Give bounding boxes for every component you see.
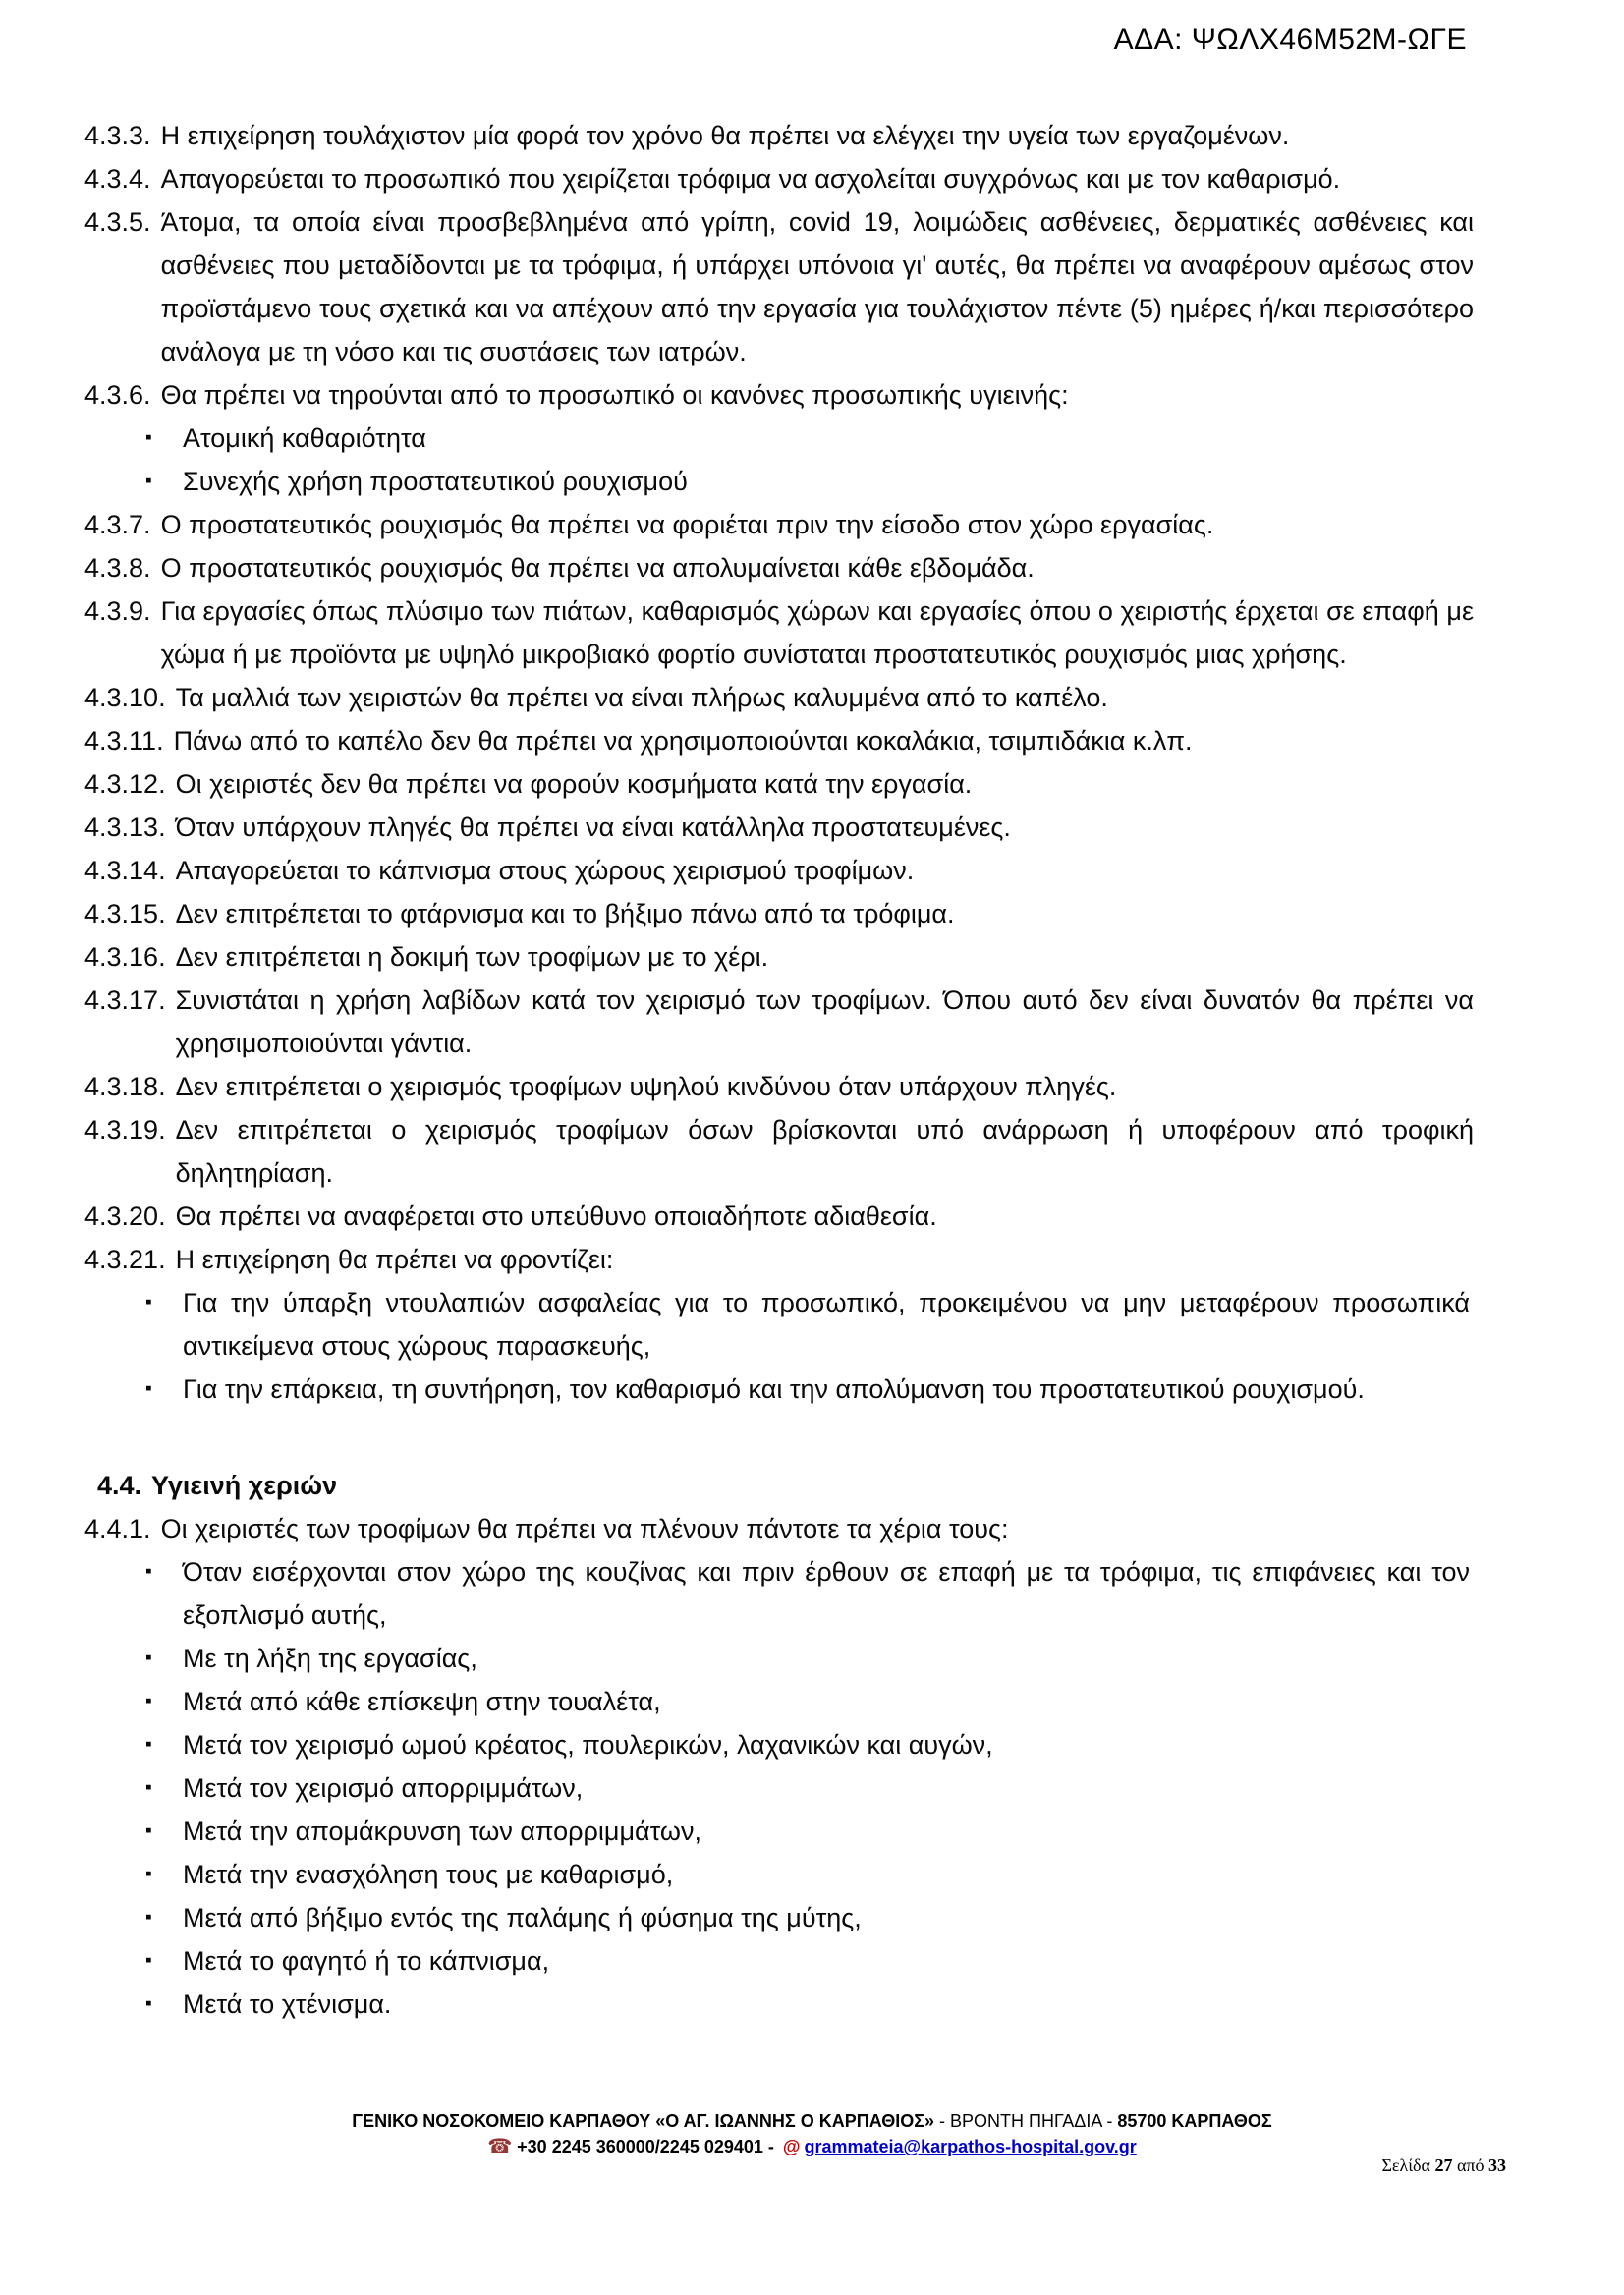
bullet-item	[140, 1368, 1474, 1411]
item-text: Όταν υπάρχουν πληγές θα πρέπει να είναι κατάλληλα προστατευμένες.	[175, 812, 1011, 842]
item-text: Ο προστατευτικός ρουχισμός θα πρέπει να απολυμαίνεται κάθε εβδομάδα.	[160, 553, 1035, 583]
item-number: 4.3.11.	[84, 726, 164, 756]
bullet-text: Μετά την ενασχόληση τους με καθαρισμό,	[183, 1860, 674, 1889]
page-label-prefix: Σελίδα	[1381, 2155, 1430, 2175]
list-item	[84, 1507, 1474, 1550]
list-item	[84, 1195, 1474, 1238]
item-text: Πάνω από το καπέλο δεν θα πρέπει να χρησιμοποιούνται κοκαλάκια, τσιμπιδάκια κ.λπ.	[173, 726, 1193, 756]
bullet-item	[140, 1983, 1474, 2026]
list-item	[84, 676, 1474, 719]
page-footer	[0, 2108, 1624, 2159]
list-item	[84, 373, 1474, 417]
bullet-item	[140, 1853, 1474, 1896]
bullet-item	[140, 1810, 1474, 1853]
section-number: 4.4.	[96, 1471, 141, 1500]
bullet-square-icon: ▪	[145, 1907, 152, 1928]
item-text: Η επιχείρηση θα πρέπει να φροντίζει:	[175, 1245, 614, 1274]
item-number: 4.3.20.	[84, 1202, 166, 1231]
bullet-text: Με τη λήξη της εργασίας,	[183, 1644, 477, 1673]
bullet-text: Μετά από βήξιμο εντός της παλάμης ή φύσημα της μύτης,	[183, 1903, 862, 1932]
list-item	[84, 589, 1474, 676]
bullet-item	[140, 1550, 1474, 1637]
list-item	[84, 892, 1474, 935]
section-heading-44	[84, 1464, 1474, 1507]
bullet-item	[140, 1766, 1474, 1810]
item-text: Δεν επιτρέπεται η δοκιμή των τροφίμων με το χέρι.	[175, 942, 769, 972]
bullet-text: Όταν εισέρχονται στον χώρο της κουζίνας και πριν έρθουν σε επαφή με τα τρόφιμα, τις επιφάνειες και τον εξοπλισμό αυτής,	[183, 1557, 1470, 1630]
item-text: Θα πρέπει να τηρούνται από το προσωπικό οι κανόνες προσωπικής υγιεινής:	[160, 380, 1069, 410]
bullet-square-icon: ▪	[145, 471, 152, 491]
hospital-name: ΓΕΝΙΚΟ ΝΟΣΟΚΟΜΕΙΟ ΚΑΡΠΑΘΟΥ «Ο ΑΓ. ΙΩΑΝΝΗΣ Ο ΚΑΡΠΑΘΙΟΣ»	[352, 2111, 935, 2131]
bullet-square-icon: ▪	[145, 1648, 152, 1668]
bullet-item	[140, 1939, 1474, 1983]
item-number: 4.3.6.	[84, 380, 151, 410]
bullet-square-icon: ▪	[145, 1864, 152, 1884]
bullet-text: Για την επάρκεια, τη συντήρηση, τον καθαρισμό και την απολύμανση του προστατευτικού ρουχισμού.	[183, 1374, 1365, 1404]
list-item	[84, 1108, 1474, 1195]
bullet-item	[140, 417, 1474, 460]
section-title: Υγιεινή χεριών	[151, 1471, 338, 1500]
sublist	[140, 1281, 1474, 1411]
bullet-text: Μετά το χτένισμα.	[183, 1989, 392, 2019]
page-number-label	[1381, 2155, 1506, 2176]
item-text: Δεν επιτρέπεται το φτάρνισμα και το βήξιμο πάνω από τα τρόφιμα.	[175, 899, 955, 928]
item-number: 4.3.12.	[84, 769, 166, 799]
phone-numbers: +30 2245 360000/2245 029401 -	[517, 2137, 779, 2156]
item-text: Απαγορεύεται το κάπνισμα στους χώρους χειρισμού τροφίμων.	[175, 856, 915, 885]
item-text: Άτομα, τα οποία είναι προσβεβλημένα από γρίπη, covid 19, λοιμώδεις ασθένειες, δερματικές ασθένειες και ασθένειες που μεταδίδονται με τα τρόφιμα, ή υπάρχει υπόνοια γι' αυτές, θα πρέπει να αναφέρουν αμέσως στον προϊστάμενο τους σχετικά και να απέχουν από την εργασία για τουλάχιστον πέντε (5) ημέρες ή/και περισσότερο ανάλογα με τη νόσο και τις συστάσεις των ιατρών.	[160, 207, 1474, 366]
bullet-square-icon: ▪	[145, 1950, 152, 1971]
item-number: 4.3.3.	[84, 121, 151, 150]
item-text: Δεν επιτρέπεται ο χειρισμός τροφίμων όσων βρίσκονται υπό ανάρρωση ή υποφέρουν από τροφική δηλητηρίαση.	[175, 1115, 1474, 1188]
bullet-item	[140, 1637, 1474, 1680]
page-total: 33	[1488, 2155, 1506, 2175]
item-text: Συνιστάται η χρήση λαβίδων κατά τον χειρισμό των τροφίμων. Όπου αυτό δεν είναι δυνατόν θα πρέπει να χρησιμοποιούνται γάντια.	[175, 985, 1474, 1058]
item-number: 4.3.5.	[84, 207, 151, 237]
item-number: 4.3.16.	[84, 942, 166, 972]
item-text: Ο προστατευτικός ρουχισμός θα πρέπει να φοριέται πριν την είσοδο στον χώρο εργασίας.	[160, 510, 1214, 539]
phone-icon: ☎	[487, 2136, 513, 2157]
item-number: 4.4.1.	[84, 1514, 151, 1543]
email-link[interactable]: grammateia@karpathos-hospital.gov.gr	[804, 2137, 1137, 2156]
bullet-square-icon: ▪	[145, 1820, 152, 1841]
bullet-item	[140, 1896, 1474, 1939]
bullet-text: Μετά την απομάκρυνση των απορριμμάτων,	[183, 1817, 701, 1846]
bullet-item	[140, 1281, 1474, 1368]
list-item	[84, 1065, 1474, 1108]
bullet-text: Για την ύπαρξη ντουλαπιών ασφαλείας για το προσωπικό, προκειμένου να μην μεταφέρουν προσωπικά αντικείμενα στους χώρους παρασκευής,	[183, 1288, 1470, 1361]
ada-code-header: ΑΔΑ: ΨΩΛΧ46Μ52Μ-ΩΓΕ	[1113, 24, 1467, 56]
hospital-location: - ΒΡΟΝΤΗ ΠΗΓΑΔΙΑ -	[934, 2111, 1118, 2131]
bullet-item	[140, 460, 1474, 503]
page-current: 27	[1434, 2155, 1453, 2175]
bullet-square-icon: ▪	[145, 1993, 152, 2014]
bullet-text: Μετά τον χειρισμό ωμού κρέατος, πουλερικών, λαχανικών και αυγών,	[183, 1730, 993, 1760]
hospital-postal: 85700 ΚΑΡΠΑΘΟΣ	[1117, 2111, 1272, 2131]
list-item	[84, 935, 1474, 979]
bullet-text: Μετά από κάθε επίσκεψη στην τουαλέτα,	[183, 1687, 661, 1716]
item-number: 4.3.10.	[84, 683, 166, 712]
footer-contact-line	[0, 2134, 1624, 2159]
bullet-square-icon: ▪	[145, 427, 152, 448]
list-item	[84, 719, 1474, 762]
sublist	[140, 417, 1474, 503]
list-item	[84, 849, 1474, 892]
list-item	[84, 979, 1474, 1065]
item-text: Οι χειριστές δεν θα πρέπει να φορούν κοσμήματα κατά την εργασία.	[175, 769, 973, 799]
item-number: 4.3.13.	[84, 812, 166, 842]
list-item	[84, 546, 1474, 589]
bullet-square-icon: ▪	[145, 1292, 152, 1313]
bullet-text: Μετά το φαγητό ή το κάπνισμα,	[183, 1946, 550, 1976]
page-label-middle: από	[1456, 2155, 1484, 2175]
bullet-square-icon: ▪	[145, 1691, 152, 1711]
item-number: 4.3.21.	[84, 1245, 166, 1274]
bullet-item	[140, 1723, 1474, 1766]
item-number: 4.3.7.	[84, 510, 151, 539]
list-item	[84, 114, 1474, 157]
item-text: Απαγορεύεται το προσωπικό που χειρίζεται τρόφιμα να ασχολείται συγχρόνως και με τον καθαρισμό.	[160, 164, 1341, 194]
bullet-text: Ατομική καθαριότητα	[183, 423, 426, 453]
item-number: 4.3.9.	[84, 596, 151, 626]
bullet-square-icon: ▪	[145, 1777, 152, 1798]
list-item	[84, 806, 1474, 849]
item-number: 4.3.8.	[84, 553, 151, 583]
bullet-square-icon: ▪	[145, 1378, 152, 1399]
list-item	[84, 762, 1474, 806]
document-body	[84, 114, 1474, 2026]
item-text: Οι χειριστές των τροφίμων θα πρέπει να πλένουν πάντοτε τα χέρια τους:	[160, 1514, 1009, 1543]
item-text: Θα πρέπει να αναφέρεται στο υπεύθυνο οποιαδήποτε αδιαθεσία.	[175, 1202, 937, 1231]
list-item	[84, 200, 1474, 373]
item-number: 4.3.17.	[84, 985, 166, 1015]
sublist	[140, 1550, 1474, 2026]
item-text: Η επιχείρηση τουλάχιστον μία φορά τον χρόνο θα πρέπει να ελέγχει την υγεία των εργαζομένων.	[160, 121, 1290, 150]
bullet-item	[140, 1680, 1474, 1723]
item-number: 4.3.18.	[84, 1072, 166, 1101]
bullet-text: Συνεχής χρήση προστατευτικού ρουχισμού	[183, 467, 688, 496]
bullet-square-icon: ▪	[145, 1734, 152, 1755]
item-text: Για εργασίες όπως πλύσιμο των πιάτων, καθαρισμός χώρων και εργασίες όπου ο χειριστής έρχεται σε επαφή με χώμα ή με προϊόντα με υψηλό μικροβιακό φορτίο συνίσταται προστατευτικός ρουχισμός μιας χρήσης.	[160, 596, 1474, 669]
item-number: 4.3.19.	[84, 1115, 166, 1145]
item-number: 4.3.15.	[84, 899, 166, 928]
bullet-square-icon: ▪	[145, 1561, 152, 1582]
bullet-text: Μετά τον χειρισμό απορριμμάτων,	[183, 1773, 584, 1803]
list-item	[84, 157, 1474, 200]
item-number: 4.3.14.	[84, 856, 166, 885]
item-text: Τα μαλλιά των χειριστών θα πρέπει να είναι πλήρως καλυμμένα από το καπέλο.	[175, 683, 1108, 712]
list-item	[84, 503, 1474, 546]
footer-org-line	[0, 2108, 1624, 2134]
list-item	[84, 1238, 1474, 1281]
at-icon: @	[782, 2137, 801, 2156]
item-text: Δεν επιτρέπεται ο χειρισμός τροφίμων υψηλού κινδύνου όταν υπάρχουν πληγές.	[175, 1072, 1117, 1101]
item-number: 4.3.4.	[84, 164, 151, 194]
